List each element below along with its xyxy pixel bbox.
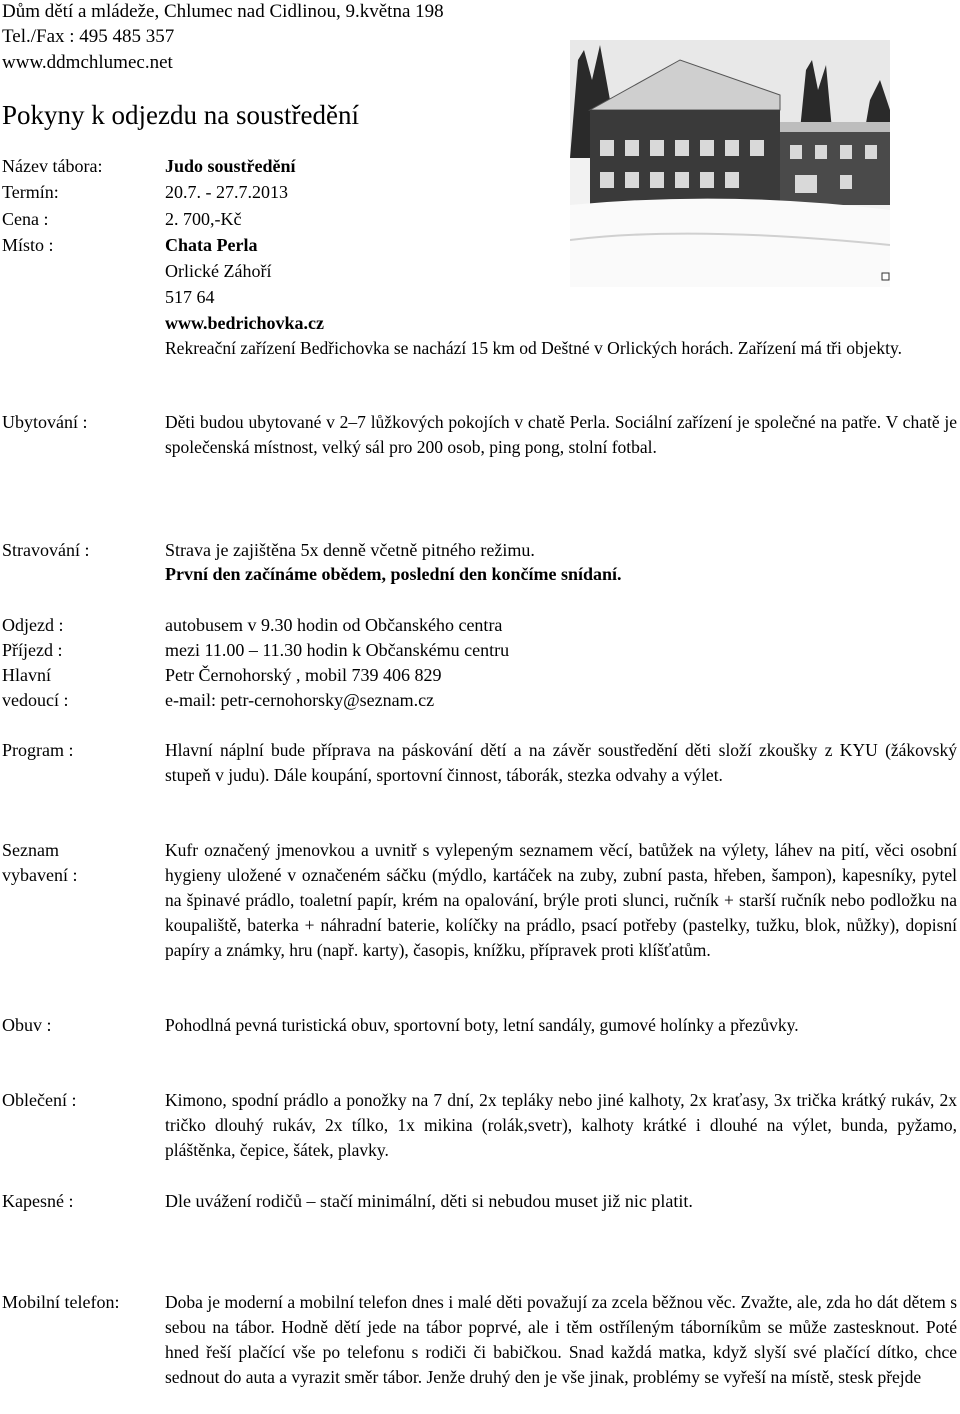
place-label: Místo : [2, 235, 54, 255]
arrival-label: Příjezd : [2, 640, 63, 660]
phone-text: Doba je moderní a mobilní telefon dnes i malé děti považují za zcela běžnou věc. Zvažte, ale, zda ho dát dětem s sebou na tábor. Hodně dětí jede na tábor poprvé, ale i těm ostříleným táborníkům se může zastesknout. Poté hned řeší plačící vše po telefonu s rodiči či babičkou. Snad každá matka, když slyší své plačící dítko, chce sednout do auta a vyrazit směr tábor. Jenže druhý den je vše jinak, problémy se vyřeší na místě, stesk přejde [165, 1292, 957, 1387]
header-line-phone: Tel./Fax : 495 485 357 [2, 26, 175, 47]
departure-value: autobusem v 9.30 hodin od Občanského centra [165, 615, 503, 635]
price-label: Cena : [2, 209, 49, 229]
phone-label: Mobilní telefon: [2, 1292, 120, 1312]
place-area: Orlické Záhoří [165, 261, 272, 281]
place-zip: 517 64 [165, 287, 215, 307]
place-description: Rekreační zařízení Bedřichovka se nachází 15 km od Deštné v Orlických horách. Zařízení má tři objekty. [165, 338, 902, 358]
clothing-label: Oblečení : [2, 1090, 77, 1110]
price-value: 2. 700,-Kč [165, 209, 242, 229]
camp-name-label: Název tábora: [2, 156, 103, 176]
header-line-address: Dům dětí a mládeže, Chlumec nad Cidlinou, 9.května 198 [2, 1, 444, 22]
program-text: Hlavní náplní bude příprava na páskování dětí a na závěr soustředění děti složí zkoušky z KYU (žákovský stupeň v judu). Dále koupání, sportovní činnost, táborák, stezka odvahy a výlet. [165, 740, 957, 785]
accommodation-text: Děti budou ubytované v 2–7 lůžkových pokojích v chatě Perla. Sociální zařízení je společné na patře. V chatě je společenská místnost, velký sál pro 200 osob, ping pong, stolní fotbal. [165, 412, 957, 457]
shoes-text: Pohodlná pevná turistická obuv, sportovní boty, letní sandály, gumové holínky a přezůvky. [165, 1015, 799, 1035]
leader-email: e-mail: petr-cernohorsky@seznam.cz [165, 690, 435, 710]
food-line1: Strava je zajištěna 5x denně včetně pitného režimu. [165, 540, 535, 560]
departure-label: Odjezd : [2, 615, 64, 635]
food-line2: První den začínáme obědem, poslední den končíme snídaní. [165, 564, 622, 584]
page-title: Pokyny k odjezdu na soustředění [2, 100, 359, 130]
camp-name: Judo soustředění [165, 156, 296, 176]
program-label: Program : [2, 740, 74, 760]
leader-value: Petr Černohorský , mobil 739 406 829 [165, 665, 442, 685]
accommodation-label: Ubytování : [2, 412, 88, 432]
header-line-web: www.ddmchlumec.net [2, 52, 173, 73]
leader-label-2: vedoucí : [2, 690, 69, 710]
equipment-text: Kufr označený jmenovkou a uvnitř s vylepeným seznamem věcí, batůžek na výlety, láhev na pití, věci osobní hygieny uložené v označeném sáčku (mýdlo, kartáček na zuby, zubní pasta, hřeben, šampon), kapesníky, pytel na špinavé prádlo, toaletní papír, krém na opalování, brýle proti slunci, ručník + starší ručník nebo podložku na koupaliště, baterka + náhradní baterie, kolíčky na prádlo, psací potřeby (pastelky, tužku, blok, nůžky), dopisní papíry a známky, hru (např. karty), časopis, knížku, přípravek proti klíšťatům. [165, 840, 957, 960]
chalet-photo [570, 40, 890, 287]
pocket-money-label: Kapesné : [2, 1191, 74, 1211]
shoes-label: Obuv : [2, 1015, 52, 1035]
arrival-value: mezi 11.00 – 11.30 hodin k Občanskému centru [165, 640, 510, 660]
pocket-money-text: Dle uvážení rodičů – stačí minimální, děti si nebudou muset již nic platit. [165, 1191, 693, 1211]
equipment-label-1: Seznam [2, 840, 59, 860]
place-name: Chata Perla [165, 235, 258, 255]
food-label: Stravování : [2, 540, 90, 560]
leader-label-1: Hlavní [2, 665, 51, 685]
term-value: 20.7. - 27.7.2013 [165, 182, 288, 202]
place-web: www.bedrichovka.cz [165, 313, 324, 333]
equipment-label-2: vybavení : [2, 865, 78, 885]
clothing-text: Kimono, spodní prádlo a ponožky na 7 dní, 2x tepláky nebo jiné kalhoty, 2x kraťasy, 3x trička krátký rukáv, 2x tričko dlouhý rukáv, 2x tílko, 1x mikina (rolák,svetr), kalhoty krátké i dlouhé na výlet, bunda, pyžamo, pláštěnka, čepice, šátek, plavky. [165, 1090, 957, 1160]
term-label: Termín: [2, 182, 59, 202]
